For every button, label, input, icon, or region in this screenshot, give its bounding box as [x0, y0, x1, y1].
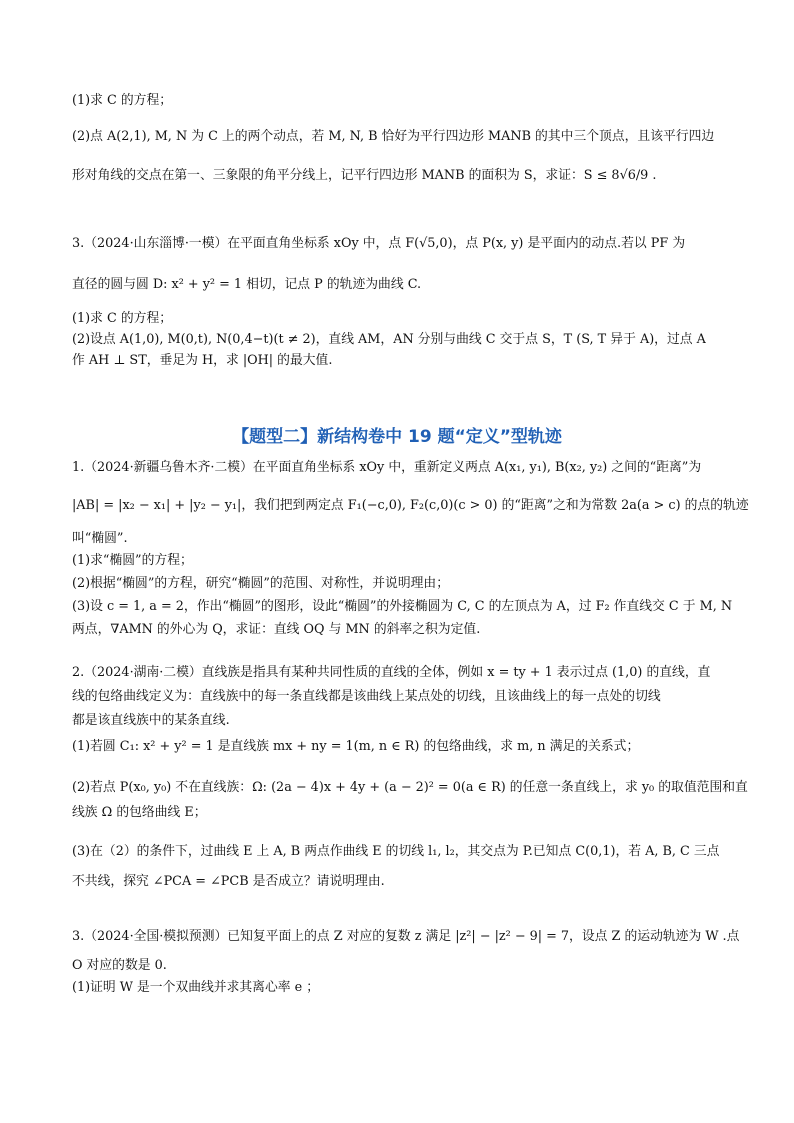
text-line: 都是该直线族中的某条直线.	[72, 713, 230, 728]
text-line: 作 AH ⊥ ST，垂足为 H，求 |OH| 的最大值.	[72, 353, 333, 368]
text-line: |AB| = |x₂ − x₁| + |y₂ − y₁|，我们把到两定点 F₁(−c,0), F₂(c,0)(c > 0) 的“距离”之和为常数 2a(a > c) 的点的轨迹	[72, 498, 749, 513]
text-line: 1.（2024·新疆乌鲁木齐·二模）在平面直角坐标系 xOy 中，重新定义两点 A(x₁, y₁), B(x₂, y₂) 之间的“距离”为	[72, 460, 702, 475]
section-heading: 【题型二】新结构卷中 19 题“定义”型轨迹	[232, 427, 562, 447]
text-line: 3.（2024·全国·模拟预测）已知复平面上的点 Z 对应的复数 z 满足 |z²| − |z² − 9| = 7，设点 Z 的运动轨迹为 W .点	[72, 929, 740, 944]
text-line: 叫“椭圆”.	[72, 531, 128, 546]
text-line: (2)根据“椭圆”的方程，研究“椭圆”的范围、对称性，并说明理由；	[72, 576, 450, 591]
text-line: O 对应的数是 0.	[72, 958, 167, 973]
text-line: 线族 Ω 的包络曲线 E；	[72, 805, 207, 820]
text-line: 3.（2024·山东淄博·一模）在平面直角坐标系 xOy 中，点 F(√5,0)，点 P(x, y) 是平面内的动点.若以 PF 为	[72, 236, 686, 251]
text-line: 2.（2024·湖南·二模）直线族是指具有某种共同性质的直线的全体，例如 x = ty + 1 表示过点 (1,0) 的直线，直	[72, 665, 711, 680]
text-line: 线的包络曲线定义为：直线族中的每一条直线都是该曲线上某点处的切线，且该曲线上的每一点处的切线	[72, 689, 661, 704]
text-line: (1)求 C 的方程；	[72, 93, 173, 108]
text-line: (1)求 C 的方程；	[72, 311, 173, 326]
text-line: (2)若点 P(x₀, y₀) 不在直线族：Ω: (2a − 4)x + 4y + (a − 2)² = 0(a ∈ R) 的任意一条直线上，求 y₀ 的取值范围和直	[72, 780, 748, 795]
text-line: 形对角线的交点在第一、三象限的角平分线上，记平行四边形 MANB 的面积为 S，求证：S ≤ 8√6/9 .	[72, 168, 657, 183]
text-line: 直径的圆与圆 D: x² + y² = 1 相切，记点 P 的轨迹为曲线 C.	[72, 277, 422, 292]
text-line: (3)设 c = 1, a = 2，作出“椭圆”的图形，设此“椭圆”的外接椭圆为 C, C 的左顶点为 A，过 F₂ 作直线交 C 于 M, N	[72, 599, 733, 614]
text-line: (1)求“椭圆”的方程；	[72, 553, 193, 568]
text-line: (3)在（2）的条件下，过曲线 E 上 A, B 两点作曲线 E 的切线 l₁, l₂，其交点为 P.已知点 C(0,1)，若 A, B, C 三点	[72, 844, 720, 859]
text-line: (2)设点 A(1,0), M(0,t), N(0,4−t)(t ≠ 2)，直线 AM，AN 分别与曲线 C 交于点 S，T (S, T 异于 A)，过点 A	[72, 332, 706, 347]
text-line: 不共线，探究 ∠PCA = ∠PCB 是否成立？请说明理由.	[72, 874, 385, 889]
text-line: (2)点 A(2,1), M, N 为 C 上的两个动点，若 M, N, B 恰好为平行四边形 MANB 的其中三个顶点，且该平行四边	[72, 129, 715, 144]
text-line: (1)若圆 C₁: x² + y² = 1 是直线族 mx + ny = 1(m, n ∈ R) 的包络曲线，求 m, n 满足的关系式；	[72, 739, 640, 754]
text-line: (1)证明 W 是一个双曲线并求其离心率 e ；	[72, 980, 320, 995]
text-line: 两点，∇AMN 的外心为 Q，求证：直线 OQ 与 MN 的斜率之积为定值.	[72, 622, 481, 637]
